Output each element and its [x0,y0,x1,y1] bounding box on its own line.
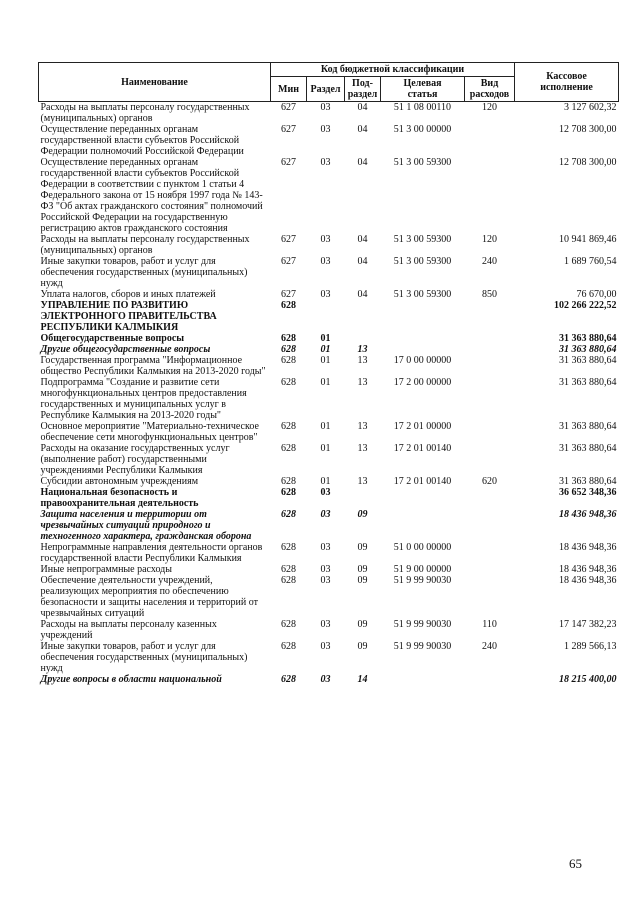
cell-vid [465,575,515,619]
cell-razdel: 03 [320,289,331,300]
table-row [39,377,619,421]
cell-amount: 102 266 222,52 [554,300,617,311]
header-podrazdel: Под- раздел [345,77,381,102]
cell-podrazdel: 14 [357,674,368,685]
table-row [39,443,619,476]
cell-name: Другие общегосударственные вопросы [40,344,211,355]
cell-amount: 10 941 869,46 [559,234,617,245]
table-row [39,674,619,685]
cell-target: 17 2 01 00000 [393,421,452,432]
cell-vid [465,487,515,509]
cell-target [381,674,465,685]
cell-amount: 12 708 300,00 [559,157,617,168]
cell-razdel: 03 [320,641,331,652]
cell-podrazdel: 04 [357,124,368,135]
cell-amount: 31 363 880,64 [559,355,617,366]
cell-podrazdel [345,300,381,333]
cell-amount: 31 363 880,64 [559,333,617,344]
cell-vid [465,300,515,333]
cell-name: Непрограммные направления деятельности органов государственной власти Республики Калмыкия [40,542,263,564]
cell-name: Иные закупки товаров, работ и услуг для обеспечения государственных (муниципальных) нужд [40,256,248,289]
cell-min: 628 [281,443,296,454]
table-row [39,421,619,443]
cell-vid: 240 [482,641,498,652]
cell-amount: 18 436 948,36 [559,564,617,575]
table-row [39,300,619,333]
page-number: 65 [569,856,582,871]
cell-min: 628 [281,564,296,575]
cell-razdel: 01 [320,377,331,388]
cell-target: 17 2 01 00140 [393,443,452,454]
cell-razdel: 03 [320,256,331,267]
header-name: Наименование [39,63,271,102]
budget-table [38,62,619,685]
cell-min: 627 [281,102,296,113]
header-code-group: Код бюджетной классификации [271,63,515,77]
cell-min: 628 [281,355,296,366]
cell-podrazdel: 13 [357,421,368,432]
cell-vid: 120 [482,102,498,113]
cell-razdel: 03 [320,509,331,520]
cell-vid [465,443,515,476]
header-razdel: Раздел [307,77,345,102]
cell-amount: 18 215 400,00 [559,674,617,685]
cell-vid [465,542,515,564]
cell-amount: 36 652 348,36 [559,487,617,498]
cell-vid: 620 [482,476,498,487]
cell-razdel: 03 [320,157,331,168]
cell-podrazdel [345,333,381,344]
cell-min: 628 [281,377,296,388]
cell-name: Подпрограмма "Создание и развитие сети многофункциональных центров предоставления государственных и муниципальных услуг в Республике Калмыкия на 2013-2020 годы" [40,377,247,421]
cell-target: 51 9 99 90030 [393,641,452,652]
cell-razdel: 01 [320,421,331,432]
cell-target: 17 0 00 00000 [393,355,452,366]
cell-vid: 120 [482,234,498,245]
cell-name: Обеспечение деятельности учреждений, реализующих мероприятия по обеспечению безопасности и защиты населения и территорий от чрезвычайных ситуаций [40,575,258,619]
table-row [39,542,619,564]
cell-target: 51 3 00 59300 [393,157,452,168]
table-header [39,63,619,102]
header-amount: Кассовое исполнение [515,63,619,102]
cell-min: 628 [281,421,296,432]
cell-amount: 1 289 566,13 [564,641,617,652]
table-row [39,355,619,377]
cell-vid [465,564,515,575]
cell-amount: 18 436 948,36 [559,542,617,553]
cell-amount: 31 363 880,64 [559,443,617,454]
cell-min: 628 [281,641,296,652]
table-row [39,619,619,641]
cell-target: 51 9 99 90030 [393,575,452,586]
cell-razdel: 01 [320,355,331,366]
cell-min: 627 [281,256,296,267]
cell-vid [465,157,515,234]
cell-razdel: 01 [320,344,331,355]
cell-min: 628 [281,333,296,344]
table-row [39,102,619,125]
cell-min: 628 [281,674,296,685]
cell-name: Расходы на выплаты персоналу государственных (муниципальных) органов [40,102,250,124]
cell-podrazdel: 13 [357,476,368,487]
cell-vid [465,421,515,443]
cell-podrazdel: 09 [357,575,368,586]
cell-amount: 12 708 300,00 [559,124,617,135]
cell-razdel: 03 [320,542,331,553]
table-row [39,476,619,487]
cell-vid [465,124,515,157]
cell-razdel: 03 [320,124,331,135]
cell-min: 627 [281,124,296,135]
cell-vid: 850 [482,289,498,300]
cell-amount: 31 363 880,64 [559,344,617,355]
table-row [39,234,619,256]
table-row [39,509,619,542]
cell-amount: 3 127 602,32 [564,102,617,113]
cell-target [381,487,465,509]
cell-name: Уплата налогов, сборов и иных платежей [40,289,216,300]
cell-target: 51 3 00 59300 [393,289,452,300]
cell-min: 628 [281,487,296,498]
table-row [39,344,619,355]
cell-podrazdel: 09 [357,641,368,652]
cell-name: УПРАВЛЕНИЕ ПО РАЗВИТИЮ ЭЛЕКТРОННОГО ПРАВИТЕЛЬСТВА РЕСПУБЛИКИ КАЛМЫКИЯ [40,300,217,333]
cell-min: 628 [281,509,296,520]
cell-min: 628 [281,619,296,630]
table-row [39,641,619,674]
cell-min: 628 [281,542,296,553]
cell-vid [465,355,515,377]
cell-target: 51 9 00 00000 [393,564,452,575]
cell-podrazdel: 13 [357,355,368,366]
cell-podrazdel: 04 [357,157,368,168]
table-row [39,256,619,289]
table-row [39,157,619,234]
cell-razdel: 03 [320,234,331,245]
cell-target: 17 2 01 00140 [393,476,452,487]
cell-target: 51 1 08 00110 [393,102,452,113]
cell-razdel: 01 [320,443,331,454]
cell-name: Общегосударственные вопросы [40,333,185,344]
cell-name: Расходы на выплаты персоналу государственных (муниципальных) органов [40,234,250,256]
cell-podrazdel: 04 [357,102,368,113]
cell-podrazdel: 13 [357,377,368,388]
cell-target: 51 3 00 59300 [393,256,452,267]
cell-amount: 31 363 880,64 [559,377,617,388]
cell-razdel: 01 [320,333,331,344]
cell-min: 627 [281,234,296,245]
cell-name: Расходы на оказание государственных услуг (выполнение работ) государственными учреждениями Республики Калмыкия [40,443,230,476]
cell-min: 628 [281,344,296,355]
cell-name: Защита населения и территории от чрезвычайных ситуаций природного и техногенного характера, гражданская оборона [40,509,252,542]
cell-name: Основное мероприятие "Материально-техническое обеспечение сети многофункциональных центров" [40,421,259,443]
cell-target [381,509,465,542]
cell-min: 628 [281,300,296,311]
cell-amount: 31 363 880,64 [559,476,617,487]
cell-razdel [307,300,345,333]
cell-vid [465,333,515,344]
cell-vid: 240 [482,256,498,267]
cell-amount: 1 689 760,54 [564,256,617,267]
cell-podrazdel: 09 [357,564,368,575]
header-target: Целевая статья [381,77,465,102]
cell-min: 628 [281,476,296,487]
cell-amount: 76 670,00 [576,289,617,300]
cell-podrazdel: 09 [357,509,368,520]
cell-podrazdel: 09 [357,619,368,630]
cell-vid [465,344,515,355]
cell-min: 628 [281,575,296,586]
cell-name: Осуществление переданных органам государственной власти субъектов Российской Федерации полномочий Российской Федерации [40,124,244,157]
cell-name: Национальная безопасность и правоохранительная деятельность [40,487,199,509]
cell-podrazdel: 09 [357,542,368,553]
cell-name: Иные закупки товаров, работ и услуг для обеспечения государственных (муниципальных) нужд [40,641,248,674]
cell-min: 627 [281,157,296,168]
cell-podrazdel: 13 [357,443,368,454]
cell-amount: 17 147 382,23 [559,619,617,630]
cell-podrazdel: 04 [357,256,368,267]
cell-target: 51 9 99 90030 [393,619,452,630]
cell-vid: 110 [482,619,497,630]
cell-amount: 18 436 948,36 [559,575,617,586]
cell-name: Субсидии автономным учреждениям [40,476,199,487]
cell-target [381,300,465,333]
cell-target: 51 3 00 00000 [393,124,452,135]
table-row [39,564,619,575]
header-min: Мин [271,77,307,102]
cell-razdel: 03 [320,674,331,685]
cell-name: Расходы на выплаты персоналу казенных учреждений [40,619,217,641]
table-row [39,575,619,619]
cell-target: 51 3 00 59300 [393,234,452,245]
cell-name: Государственная программа "Информационное общество Республики Калмыкия на 2013-2020 годы" [40,355,266,377]
cell-podrazdel: 13 [357,344,368,355]
header-vid: Вид расходов [465,77,515,102]
cell-vid [465,377,515,421]
cell-vid [465,674,515,685]
cell-razdel: 01 [320,476,331,487]
table-row [39,289,619,300]
cell-razdel: 03 [320,575,331,586]
cell-podrazdel: 04 [357,289,368,300]
cell-razdel: 03 [320,102,331,113]
cell-podrazdel: 04 [357,234,368,245]
cell-target: 51 0 00 00000 [393,542,452,553]
cell-target [381,333,465,344]
cell-target: 17 2 00 00000 [393,377,452,388]
cell-name: Другие вопросы в области национальной [40,674,222,685]
table-row [39,124,619,157]
cell-podrazdel [345,487,381,509]
cell-amount: 18 436 948,36 [559,509,617,520]
cell-razdel: 03 [320,619,331,630]
cell-amount: 31 363 880,64 [559,421,617,432]
table-row [39,487,619,509]
cell-razdel: 03 [320,564,331,575]
cell-name: Осуществление переданных органам государственной власти субъектов Российской Федерации в соответствии с пунктом 1 статьи 4 Федерального закона от 15 ноября 1997 года № 143-ФЗ "Об актах гражданского состояния" полномочий Российской Федерации на государственную регистрацию актов гражданского состояния [40,157,263,234]
cell-target [381,344,465,355]
cell-vid [465,509,515,542]
cell-min: 627 [281,289,296,300]
cell-razdel: 03 [320,487,331,498]
cell-name: Иные непрограммные расходы [40,564,172,575]
table-body [39,102,619,686]
table-row [39,333,619,344]
